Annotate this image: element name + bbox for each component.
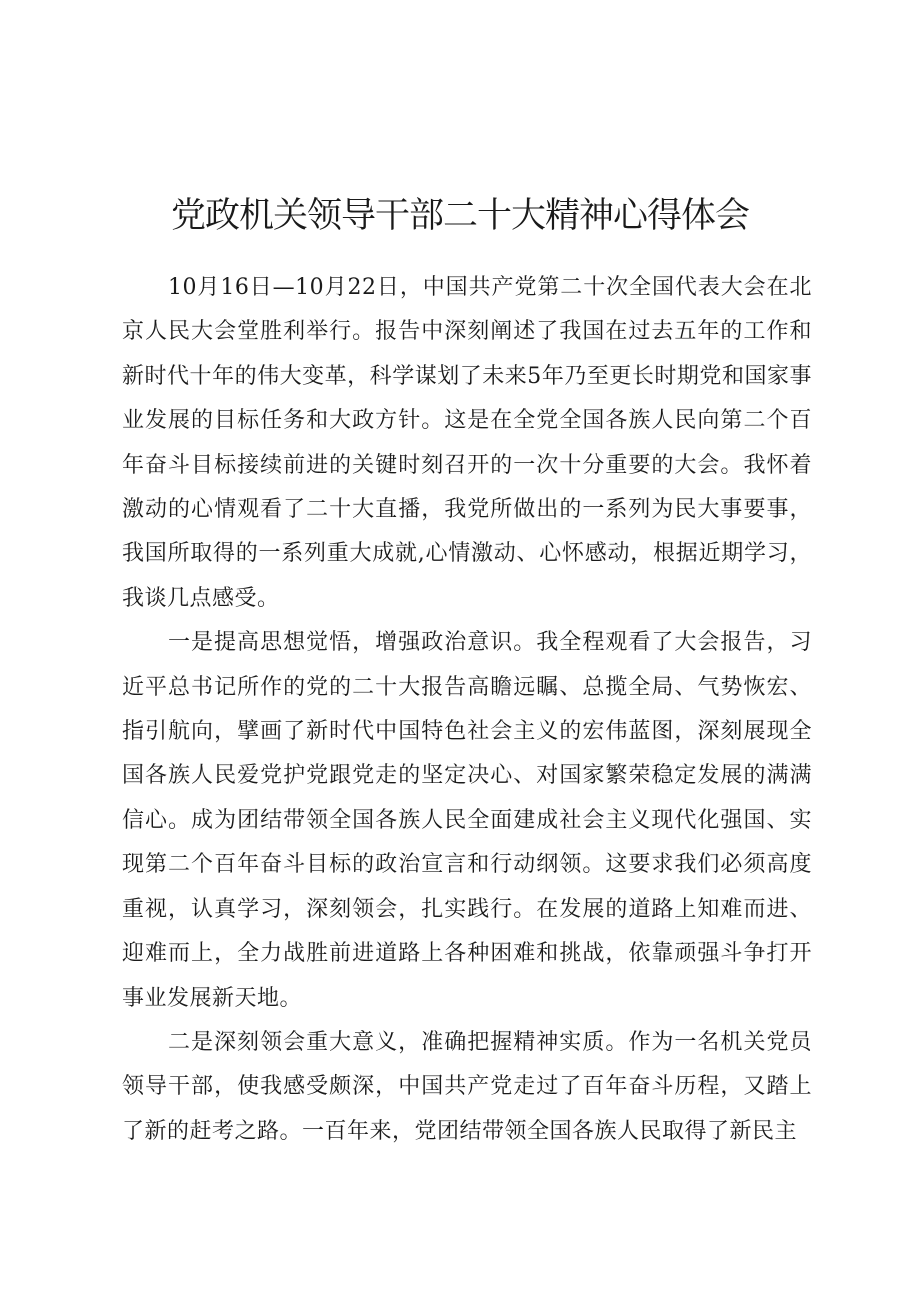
paragraph-intro: 10月16日—10月22日，中国共产党第二十次全国代表大会在北京人民大会堂胜利举行。报告中深刻阐述了我国在过去五年的工作和新时代十年的伟大变革，科学谋划了未来5年乃至更长时期党和国家事业发展的目标任务和大政方针。这是在全党全国各族人民向第二个百年奋斗目标接续前进的关键时刻召开的一次十分重要的大会。我怀着激动的心情观看了二十大直播，我党所做出的一系列为民大事要事，我国所取得的一系列重大成就,心情激动、心怀感动，根据近期学习，我谈几点感受。 — [122, 275, 812, 611]
document-body — [122, 266, 812, 1154]
document-title: 党政机关领导干部二十大精神心得体会 — [170, 196, 749, 236]
paragraph-point-two: 二是深刻领会重大意义，准确把握精神实质。作为一名机关党员领导干部，使我感受颇深，中国共产党走过了百年奋斗历程，又踏上了新的赶考之路。一百年来，党团结带领全国各族人民取得了新民主 — [122, 1029, 812, 1144]
paragraph-point-one: 一是提高思想觉悟，增强政治意识。我全程观看了大会报告，习近平总书记所作的党的二十大报告高瞻远瞩、总揽全局、气势恢宏、指引航向，擘画了新时代中国特色社会主义的宏伟蓝图，深刻展现全国各族人民爱党护党跟党走的坚定决心、对国家繁荣稳定发展的满满信心。成为团结带领全国各族人民全面建成社会主义现代化强国、实现第二个百年奋斗目标的政治宣言和行动纲领。这要求我们必须高度重视，认真学习，深刻领会，扎实践行。在发展的道路上知难而进、迎难而上，全力战胜前进道路上各种困难和挑战，依靠顽强斗争打开事业发展新天地。 — [122, 630, 812, 1011]
